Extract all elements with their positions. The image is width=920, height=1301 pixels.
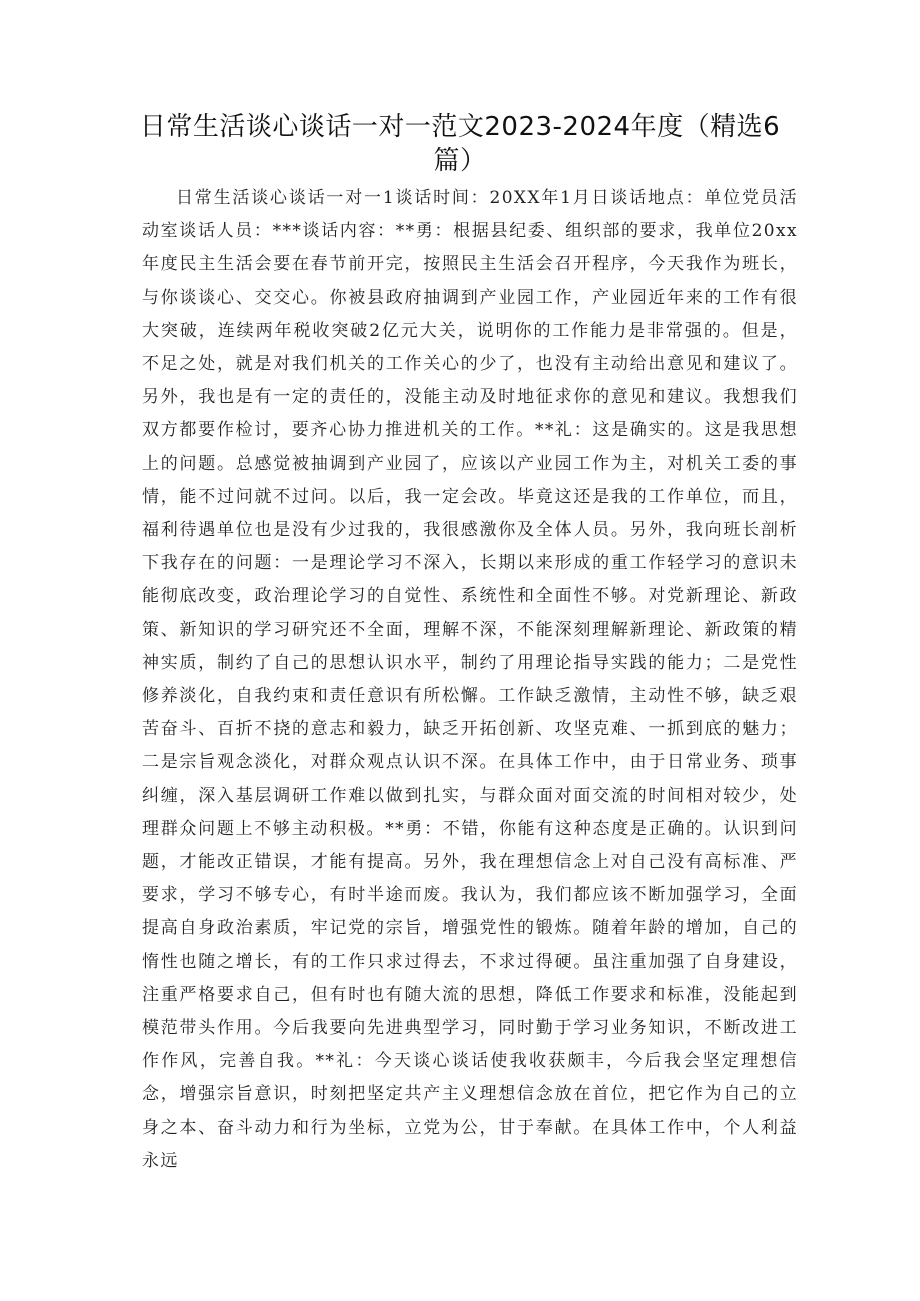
document-body-paragraph: 日常生活谈心谈话一对一1谈话时间：20XX年1月日谈话地点：单位党员活动室谈话人员：***谈话内容：**勇：根据县纪委、组织部的要求，我单位20xx年度民主生活会要在春节前开完，按照民主生活会召开程序，今天我作为班长，与你谈谈心、交交心。你被县政府抽调到产业园工作，产业园近年来的工作有很大突破，连续两年税收突破2亿元大关，说明你的工作能力是非常强的。但是，不足之处，就是对我们机关的工作关心的少了，也没有主动给出意见和建议了。另外，我也是有一定的责任的，没能主动及时地征求你的意见和建议。我想我们双方都要作检讨，要齐心协力推进机关的工作。**礼：这是确实的。这是我思想上的问题。总感觉被抽调到产业园了，应该以产业园工作为主，对机关工委的事情，能不过问就不过问。以后，我一定会改。毕竟这还是我的工作单位，而且，福利待遇单位也是没有少过我的，我很感激你及全体人员。另外，我向班长剖析下我存在的问题：一是理论学习不深入，长期以来形成的重工作轻学习的意识未能彻底改变，政治理论学习的自觉性、系统性和全面性不够。对党新理论、新政策、新知识的学习研究还不全面，理解不深，不能深刻理解新理论、新政策的精神实质，制约了自己的思想认识水平，制约了用理论指导实践的能力；二是党性修养淡化，自我约束和责任意识有所松懈。工作缺乏激情，主动性不够，缺乏艰苦奋斗、百折不挠的意志和毅力，缺乏开拓创新、攻坚克难、一抓到底的魅力；二是宗旨观念淡化，对群众观点认识不深。在具体工作中，由于日常业务、琐事纠缠，深入基层调研工作难以做到扎实，与群众面对面交流的时间相对较少，处理群众问题上不够主动积极。**勇：不错，你能有这种态度是正确的。认识到问题，才能改正错误，才能有提高。另外，我在理想信念上对自己没有高标准、严要求，学习不够专心，有时半途而废。我认为，我们都应该不断加强学习，全面提高自身政治素质，牢记党的宗旨，增强党性的锻炼。随着年龄的增加，自己的惰性也随之增长，有的工作只求过得去，不求过得硬。虽注重加强了自身建设，注重严格要求自己，但有时也有随大流的思想，降低工作要求和标准，没能起到模范带头作用。今后我要向先进典型学习，同时勤于学习业务知识，不断改进工作作风，完善自我。**礼：今天谈心谈话使我收获颇丰，今后我会坚定理想信念，增强宗旨意识，时刻把坚定共产主义理想信念放在首位，把它作为自己的立身之本、奋斗动力和行为坐标，立党为公，甘于奉献。在具体工作中，个人利益永远 xyxy=(142,188,798,1171)
document-title: 日常生活谈心谈话一对一范文2023-2024年度（精选6篇） xyxy=(139,112,781,176)
